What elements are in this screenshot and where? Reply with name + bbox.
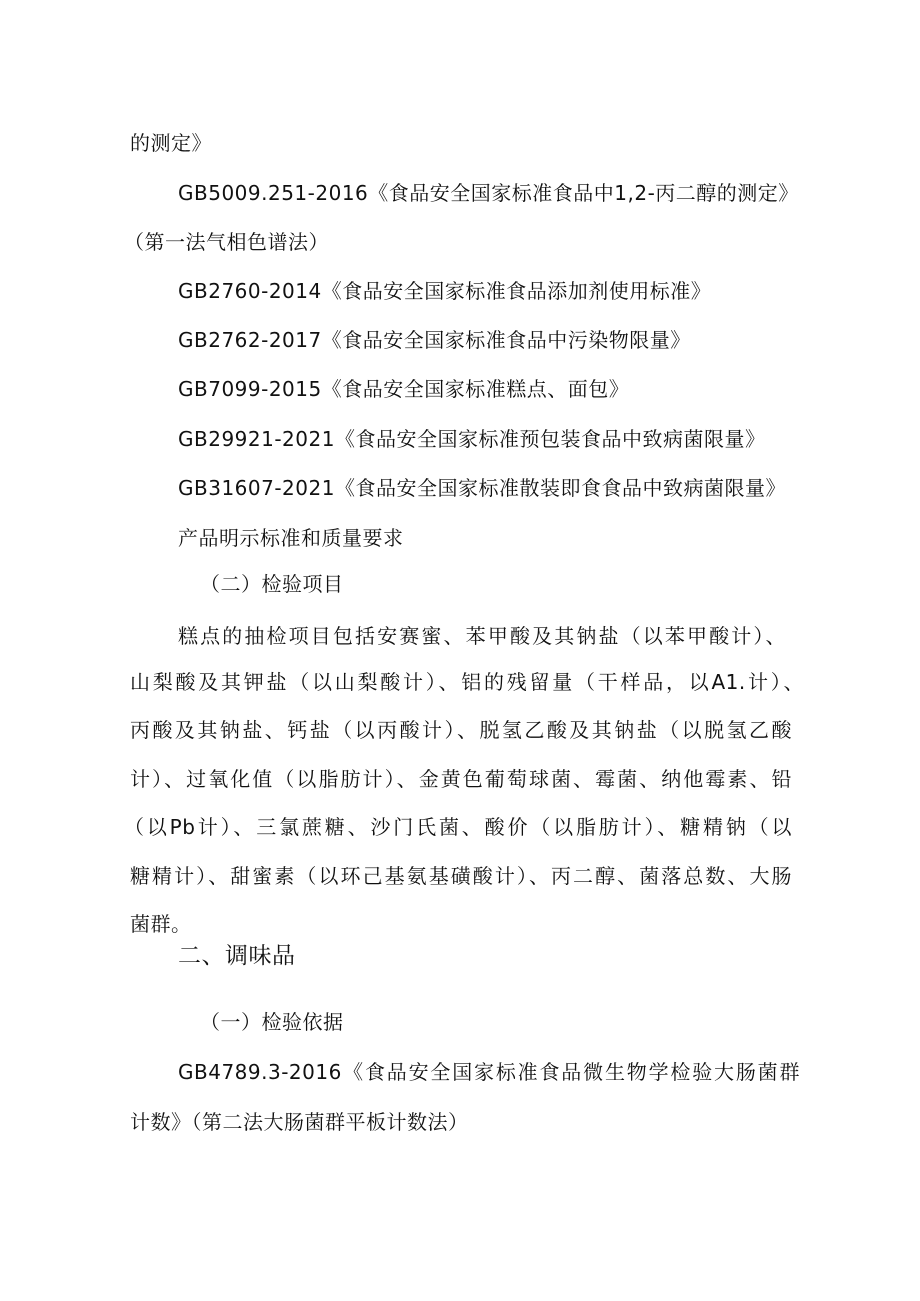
paragraph-line: （以Pb计）、三氯蔗糖、沙门氏菌、酸价（以脂肪计）、糖精钠（以 — [124, 815, 792, 839]
standard-reference-line: GB2760-2014《食品安全国家标准食品添加剂使用标准》 — [178, 279, 712, 303]
text-line: 计数》（第二法大肠菌群平板计数法） — [130, 1110, 469, 1134]
section-heading: 二、调味品 — [178, 943, 296, 969]
text-line: 的测定》 — [130, 131, 212, 155]
standard-reference-line: GB5009.251-2016《食品安全国家标准食品中1,2-丙二醇的测定》 — [178, 181, 799, 205]
paragraph-line: 糕点的抽检项目包括安赛蜜、苯甲酸及其钠盐（以苯甲酸计）、 — [178, 624, 786, 648]
standard-reference-line: GB29921-2021《食品安全国家标准预包装食品中致病菌限量》 — [178, 427, 766, 451]
text-line: 产品明示标准和质量要求 — [178, 526, 404, 550]
paragraph-line: 计）、过氧化值（以脂肪计）、金黄色葡萄球菌、霉菌、纳他霉素、铅 — [130, 767, 792, 791]
text-line: （第一法气相色谱法） — [124, 230, 329, 254]
standard-reference-line: GB4789.3-2016《食品安全国家标准食品微生物学检验大肠菌群 — [178, 1060, 800, 1084]
standard-reference-line: GB31607-2021《食品安全国家标准散装即食食品中致病菌限量》 — [178, 476, 786, 500]
standard-reference-line: GB7099-2015《食品安全国家标准糕点、面包》 — [178, 377, 630, 401]
subsection-heading: （二）检验项目 — [200, 572, 344, 596]
standard-reference-line: GB2762-2017《食品安全国家标准食品中污染物限量》 — [178, 328, 691, 352]
subsection-heading: （一）检验依据 — [200, 1010, 344, 1034]
paragraph-line: 糖精计）、甜蜜素（以环己基氨基磺酸计）、丙二醇、菌落总数、大肠 — [130, 864, 792, 888]
paragraph-line: 菌群。 — [130, 912, 192, 936]
paragraph-line: 丙酸及其钠盐、钙盐（以丙酸计）、脱氢乙酸及其钠盐（以脱氢乙酸 — [130, 718, 792, 742]
paragraph-line: 山梨酸及其钾盐（以山梨酸计）、铝的残留量（干样品，以A1.计）、 — [130, 670, 804, 694]
